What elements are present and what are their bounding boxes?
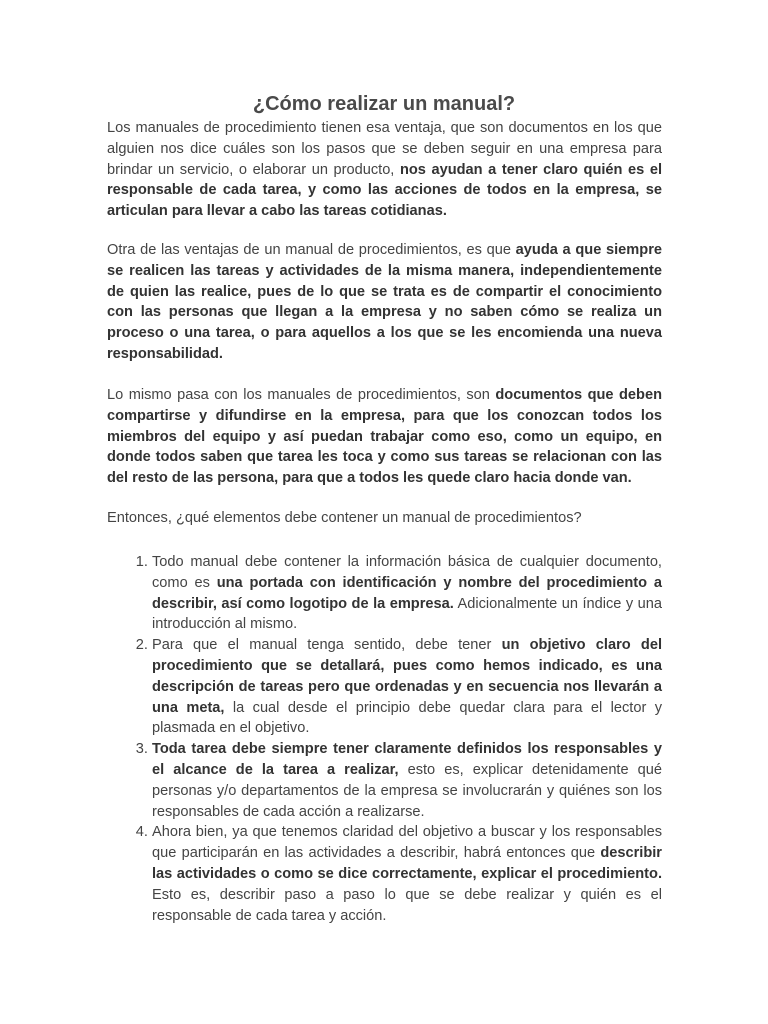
- paragraph-bold-text: nos ayudan a tener claro quién es el responsable de cada tarea, y como las acciones de todos en la empresa, se articulan para llevar a cabo las tareas cotidianas.: [107, 161, 663, 220]
- document-title: ¿Cómo realizar un manual?: [252, 93, 516, 115]
- list-item-text: Adicionalmente un índice y una introducción al mismo.: [152, 595, 663, 633]
- paragraph-other-advantages: [107, 240, 662, 365]
- paragraph-text: Lo mismo pasa con los manuales de procedimientos, son: [107, 387, 496, 403]
- paragraph-text: Los manuales de procedimiento tienen esa ventaja, que son documentos en los que alguien nos dice cuáles son los pasos que se deben seguir en una empresa para brindar un servicio, o elaborar un producto,: [107, 120, 662, 178]
- list-item-bold-text: un objetivo claro del procedimiento que se detallará, pues como hemos indicado, es una descripción de tareas pero que ordenadas y en secuencia nos llevarán a una meta,: [152, 637, 662, 716]
- list-item: [152, 552, 662, 635]
- list-item: [152, 739, 662, 822]
- list-item: [152, 635, 662, 739]
- list-item-bold-text: Toda tarea debe siempre tener claramente definidos los responsables y el alcance de la tarea a realizar,: [152, 741, 662, 778]
- list-item-text: Para que el manual tenga sentido, debe tener: [152, 637, 502, 654]
- question-paragraph: Entonces, ¿qué elementos debe contener un manual de procedimientos?: [107, 510, 582, 526]
- list-item-bold-text: una portada con identificación y nombre del procedimiento a describir, así como logotipo de la empresa.: [152, 574, 662, 612]
- paragraph-bold-text: documentos que deben compartirse y difundirse en la empresa, para que los conozcan todos los miembros del equipo y así puedan trabajar como eso, como un equipo, en donde todos saben que tarea les toca y como sus tareas se relacionan con las del resto de las persona, para que a todos les quede claro hacia donde van.: [107, 387, 662, 487]
- list-item-bold-text: describir las actividades o como se dice correctamente, explicar el procedimiento.: [152, 845, 662, 882]
- list-item: [152, 822, 662, 926]
- steps-list: [107, 552, 662, 926]
- paragraph-bold-text: ayuda a que siempre se realicen las tareas y actividades de la misma manera, independientemente de quien las realice, pues de lo que se trata es de compartir el conocimiento con las personas que llegan a la empresa y no saben cómo se realiza un proceso o una tarea, o para aquellos a los que se les encomienda una nueva responsabilidad.: [107, 242, 662, 362]
- list-item-text: Todo manual debe contener la información básica de cualquier documento, como es: [152, 554, 662, 591]
- paragraph-manual-advantages: [107, 118, 662, 222]
- paragraph-text: Otra de las ventajas de un manual de procedimientos, es que: [107, 242, 516, 258]
- list-item-text: Ahora bien, ya que tenemos claridad del objetivo a buscar y los responsables que participarán en las actividades a describir, habrá entonces que: [152, 824, 662, 862]
- paragraph-sharing: [107, 385, 662, 489]
- list-item-text: la cual desde el principio debe quedar clara para el lector y plasmada en el objetivo.: [152, 699, 662, 737]
- list-item-text: Esto es, describir paso a paso lo que se debe realizar y quién es el responsable de cada tarea y acción.: [152, 886, 662, 924]
- list-item-text: esto es, explicar detenidamente qué personas y/o departamentos de la empresa se involucrarán y quiénes son los responsables de cada acción a realizarse.: [152, 761, 662, 820]
